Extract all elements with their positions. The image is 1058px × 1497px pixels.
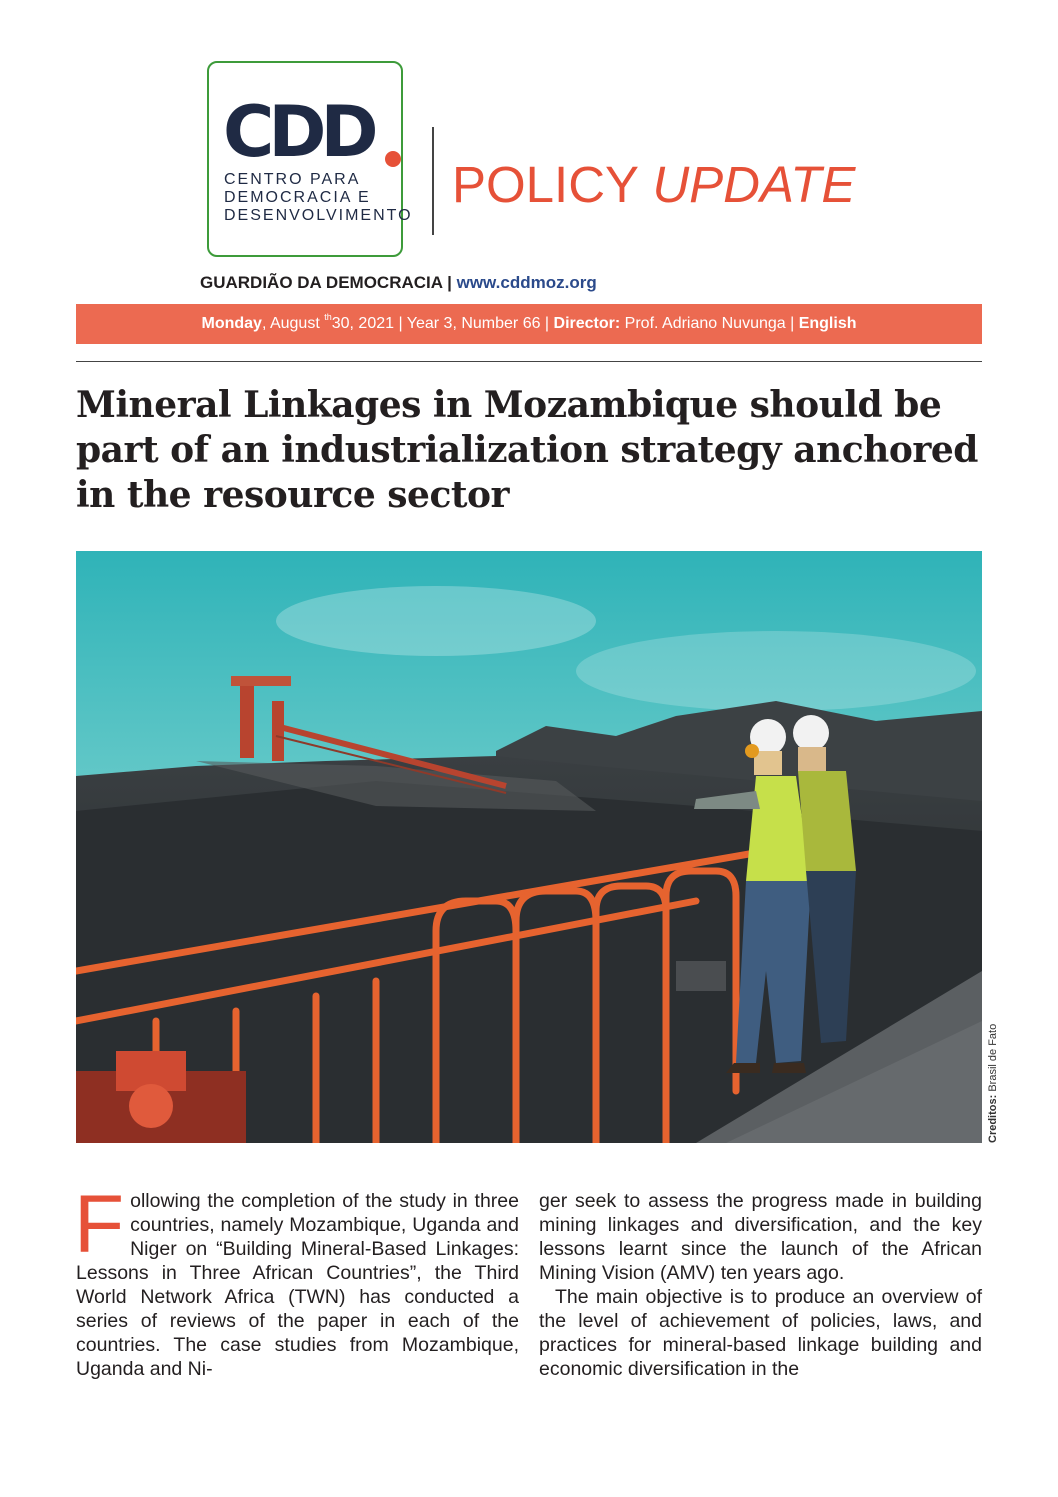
article-paragraph: The main objective is to produce an overview of the level of achievement of policies, laws, and practices for mineral-based linkage building and economic diversification in the <box>539 1286 982 1380</box>
issue-banner <box>76 304 982 344</box>
logo-line: CENTRO PARA <box>224 171 361 188</box>
article-headline: Mineral Linkages in Mozambique should be part of an industrialization strategy anchored in the resource sector <box>76 384 978 516</box>
website-link[interactable]: www.cddmoz.org <box>456 273 597 292</box>
banner-date-post: 30, 2021 | Year 3, Number 66 | <box>331 315 554 332</box>
section-title <box>452 155 855 215</box>
masthead-divider <box>432 127 434 235</box>
logo-line: DEMOCRACIA E <box>224 189 371 206</box>
banner-date-pre: , August <box>261 315 325 332</box>
article-paragraph: ger seek to assess the progress made in building mining linkages and diversification, and the key lessons learnt since the launch of the African Mining Vision (AMV) ten years ago. <box>539 1190 982 1284</box>
article-column-right <box>539 1189 982 1381</box>
photo-credit-value: Brasil de Fato <box>987 1023 999 1095</box>
header-rule <box>76 361 982 362</box>
article-paragraph: ollowing the completion of the study in three countries, namely Mozambique, Uganda and Niger on “Building Mineral-Based Linkages: Lessons in Three African Countries”, the Third World Network Africa (TWN) has conducted a series of reviews of the paper in each of the countries. The case studies from Mozambique, Uganda and Ni- <box>76 1190 519 1380</box>
logo-subtitle <box>224 171 413 225</box>
banner-director-label: Director: <box>553 315 621 332</box>
section-title-italic: UPDATE <box>652 156 856 213</box>
banner-language: English <box>798 315 857 332</box>
photo-credit <box>986 1023 1000 1143</box>
banner-day: Monday <box>201 315 262 332</box>
mining-site-photo <box>76 551 982 1143</box>
photo-credit-label: Creditos: <box>987 1094 999 1143</box>
tagline-separator: | <box>442 273 457 292</box>
tagline-text: GUARDIÃO DA DEMOCRACIA <box>200 273 443 292</box>
article-column-left <box>74 1179 519 1381</box>
logo-mark: CDD <box>223 91 373 173</box>
banner-date-sup: th <box>324 312 332 322</box>
logo-dot <box>385 151 401 167</box>
drop-cap: F <box>74 1179 125 1270</box>
section-title-regular: POLICY <box>452 156 653 213</box>
logo-line: DESENVOLVIMENTO <box>224 207 413 224</box>
cdd-logo <box>207 61 413 257</box>
tagline <box>200 272 597 294</box>
banner-director-name: Prof. Adriano Nuvunga | <box>620 315 799 332</box>
